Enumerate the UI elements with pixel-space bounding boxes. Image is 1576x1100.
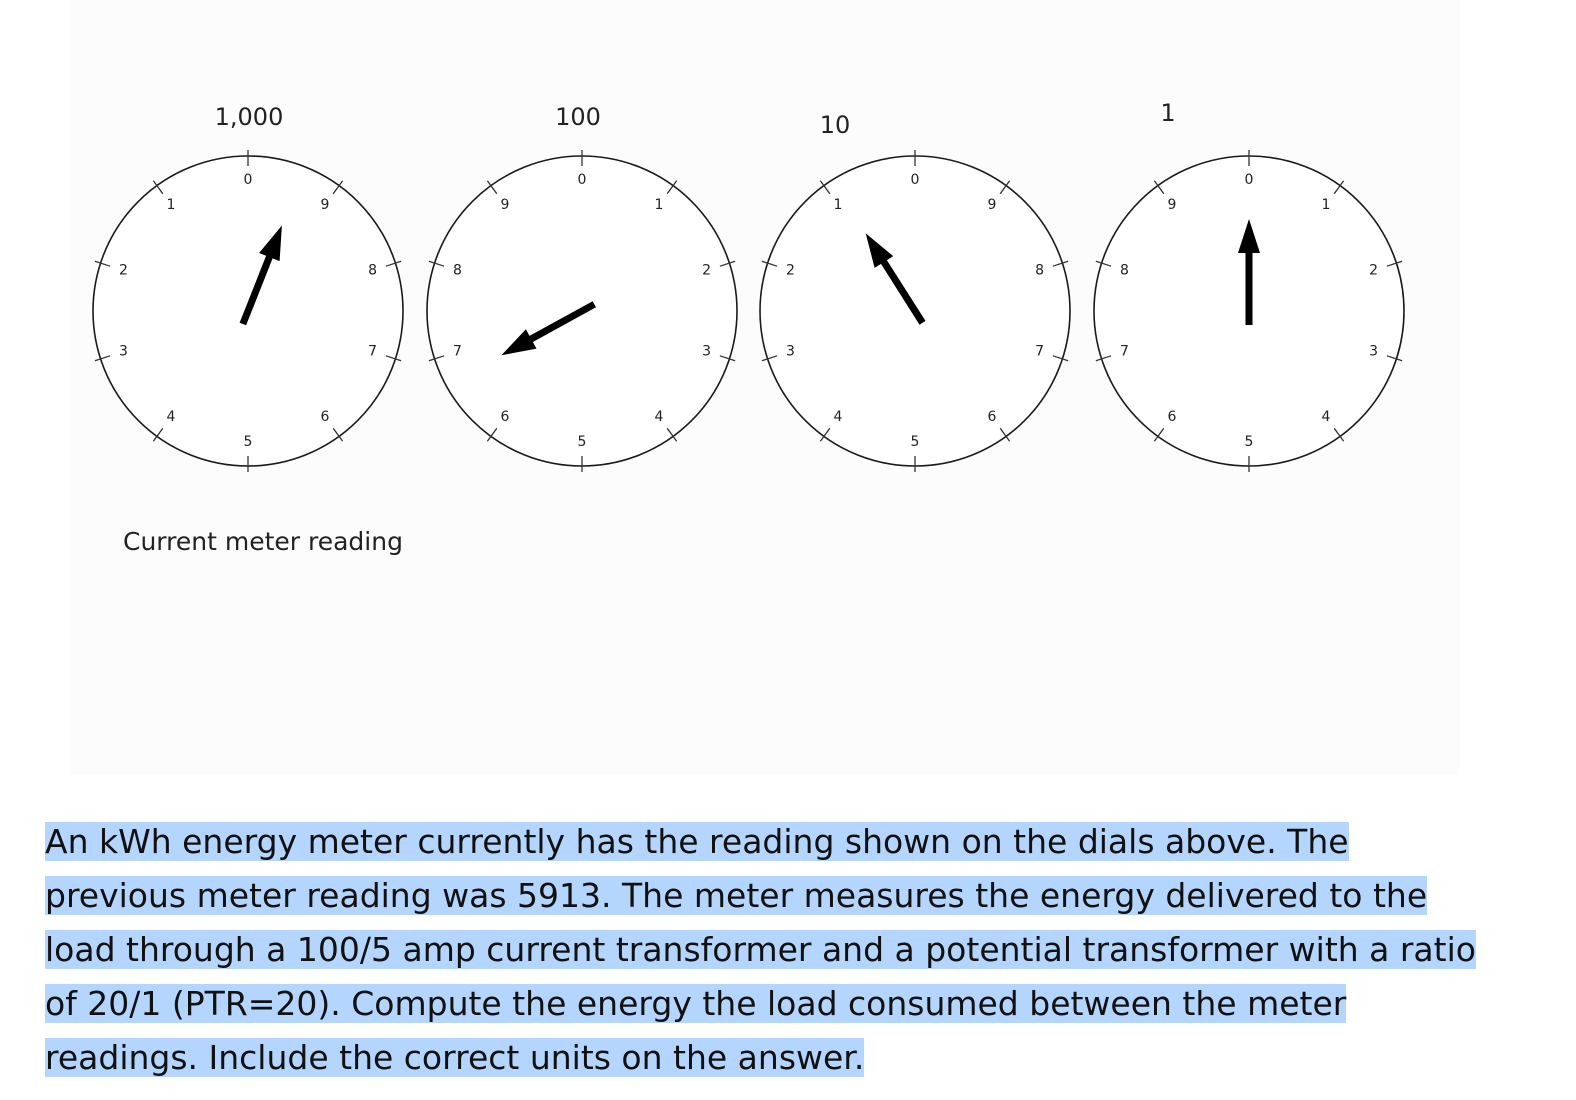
dial-digit: 5 (577, 434, 587, 450)
dial-digit: 0 (910, 172, 920, 188)
dial-digit: 8 (368, 262, 378, 279)
dial-units (1094, 99, 1404, 472)
dial-thousands-label: 1,000 (214, 103, 284, 131)
dial-digit: 7 (1035, 343, 1045, 360)
question-text (45, 815, 1490, 1085)
dial-digit: 7 (368, 343, 378, 360)
dial-digit: 1 (1321, 197, 1331, 214)
dial-digit: 0 (1244, 172, 1254, 188)
dial-digit: 1 (166, 197, 176, 214)
dial-digit: 3 (785, 343, 795, 360)
dial-digit: 4 (1321, 408, 1331, 425)
dial-digit: 2 (118, 262, 128, 279)
dial-digit: 1 (654, 197, 664, 214)
dial-digit: 0 (577, 172, 587, 188)
dial-digit: 3 (118, 343, 128, 360)
dial-digit: 6 (500, 408, 510, 425)
dial-digit: 8 (452, 262, 462, 279)
dial-digit: 3 (702, 343, 712, 360)
dial-tens (760, 111, 1070, 472)
dial-digit: 6 (987, 408, 997, 425)
dial-digit: 5 (1244, 434, 1254, 450)
dial-digit: 9 (500, 197, 510, 214)
dial-digit: 8 (1035, 262, 1045, 279)
dial-digit: 4 (833, 408, 843, 425)
dial-units-label: 1 (1160, 99, 1176, 127)
dial-digit: 3 (1369, 343, 1379, 360)
dial-digit: 2 (785, 262, 795, 279)
dial-digit: 2 (1369, 262, 1379, 279)
dial-digit: 2 (702, 262, 712, 279)
current-meter-reading-caption: Current meter reading (123, 527, 403, 556)
dial-digit: 9 (1167, 197, 1177, 214)
dial-hundreds-label: 100 (555, 103, 601, 131)
dial-digit: 7 (452, 343, 462, 360)
dial-thousands (93, 103, 403, 472)
dial-digit: 9 (987, 197, 997, 214)
dial-digit: 8 (1119, 262, 1129, 279)
dial-digit: 9 (320, 197, 330, 214)
dial-digit: 6 (1167, 408, 1177, 425)
dial-digit: 5 (243, 434, 253, 450)
dial-tens-label: 10 (819, 111, 851, 139)
dial-digit: 4 (166, 408, 176, 425)
dial-digit: 7 (1119, 343, 1129, 360)
dial-digit: 4 (654, 408, 664, 425)
dial-digit: 0 (243, 172, 253, 188)
dial-hundreds (427, 103, 737, 472)
dial-digit: 1 (833, 197, 843, 214)
question-highlighted-text: An kWh energy meter currently has the reading shown on the dials above. The previous meter reading was 5913. The meter measures the energy delivered to the load through a 100/5 amp current transformer and a potential transformer with a ratio of 20/1 (PTR=20). Compute the energy the load consumed between the meter readings. Include the correct units on the answer. (45, 822, 1476, 1077)
dial-digit: 5 (910, 434, 920, 450)
dial-digit: 6 (320, 408, 330, 425)
